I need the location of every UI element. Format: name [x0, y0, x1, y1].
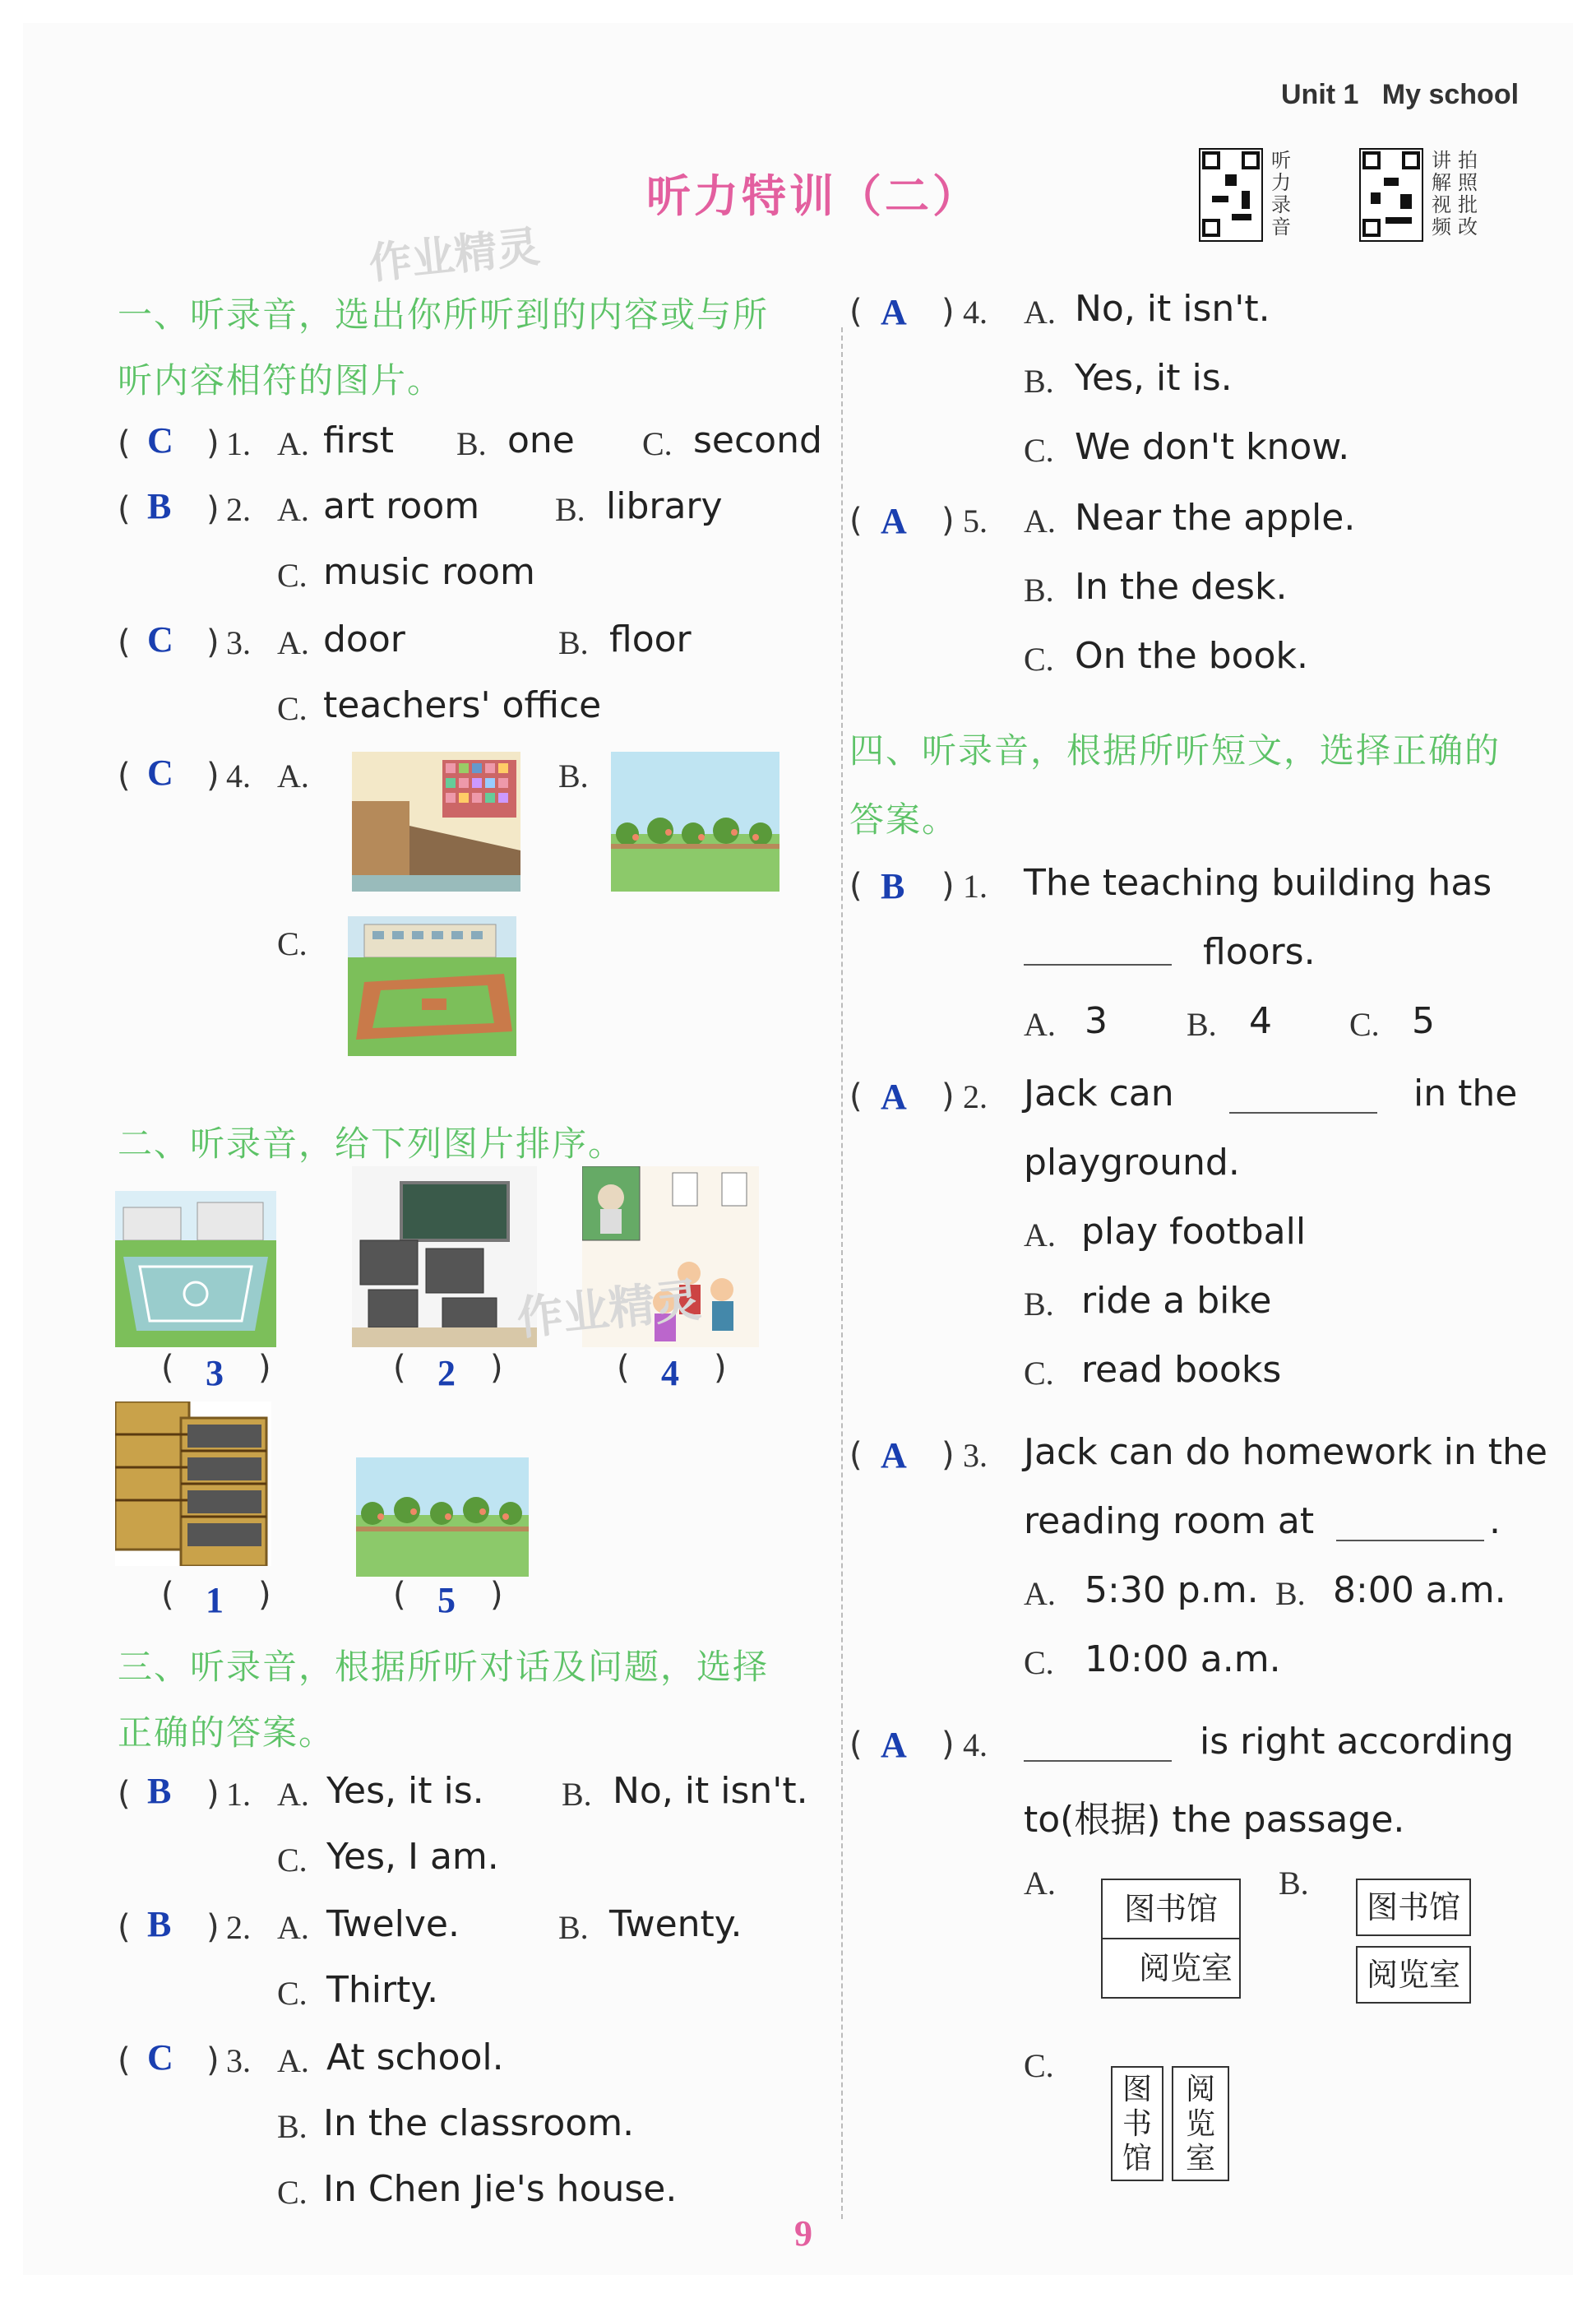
- s4-q4-blank: [1024, 1760, 1172, 1762]
- watermark-2: 作业精灵: [514, 1273, 704, 1346]
- s1-q1-option-c: second: [693, 419, 822, 461]
- unit-topic: My school: [1381, 79, 1520, 110]
- option-b-reading-box: 阅览室: [1356, 1946, 1471, 2004]
- page-number: 9: [794, 2213, 812, 2254]
- garden-picture: [611, 752, 779, 892]
- qr-code-audio-icon[interactable]: [1199, 148, 1263, 242]
- s4-q3-blank: [1336, 1540, 1484, 1541]
- s4-q1-blank: [1024, 964, 1172, 966]
- qr-grading-label: 拍照批改: [1458, 149, 1478, 239]
- watermark: 作业精灵: [367, 222, 543, 290]
- section1-heading-line1: 一、听录音，选出你所听到的内容或与所: [118, 294, 770, 335]
- library-picture: [352, 752, 520, 892]
- section4-heading-line1: 四、听录音，根据所听短文，选择正确的: [849, 730, 1501, 771]
- s1-q1-option-a: first: [323, 419, 394, 461]
- qr-code-video-icon[interactable]: [1359, 148, 1423, 242]
- s4-q2-blank: [1229, 1112, 1377, 1114]
- section4-heading-line2: 答案。: [849, 799, 959, 840]
- workbook-page: Unit 1 My school 听力录音 讲解视频 拍照批改 听力特训（二） 作业精灵 一、听录音，选出你所听到的内容或与所 听内容相符的图片。 ( C ) 1. A. first B. one C. second ( B ) 2. A. art room B. library C. music room ( C ) 3. A. door B. floor C. teachers' office ( C ) 4. A. B. C. 二、听录音，给下列图片排序。 作业精灵 ( 3 ) ( 2 ) ( 4 ) ( 1 ) ( 5 ) 三、听录音，根据所听对话及问题，选择 正确的答案。 ( B ) 1. A. Yes, it is. B. No, it isn't. C. Yes, I am. ( B ) 2. A. Twelve. B. Twenty. C. Thirty. ( C ) 3. A. At school. B. In the classroom. C. In Chen Jie's house. ( A ) 4. A. No, it isn't. B. Yes, it is. C. We don't know. ( A ) 5. A. Near the apple. B. In the desk. C. On the book. 四、听录音，根据所听短文，选择正确的 答案。 ( B ) 1. The teaching building has floors. A. 3 B. 4 C. 5 ( A ) 2. Jack can in the playground. A. play football B. ride a bike C. read books ( A ) 3. Jack can do homework in the reading room at . A. 5:30 p.m. B. 8:00 a.m. C. 10:00 a.m. ( A ) 4. is right according to(根据) the passage. A. 图书馆 阅览室 B. 图书馆 阅览室 C. 图 书 馆 阅 览 室 9: [23, 23, 1573, 2275]
- option-a-reading-box: 阅览室: [1101, 1938, 1241, 1999]
- qr-video-label: 讲解视频: [1432, 149, 1451, 239]
- section3-heading-line1: 三、听录音，根据所听对话及问题，选择: [118, 1647, 770, 1687]
- school-grounds-picture: [348, 916, 516, 1056]
- unit-header: [1281, 79, 1519, 111]
- bookshelves-picture: [115, 1402, 271, 1566]
- basketball-court-picture: [115, 1191, 276, 1347]
- option-c-library-box: 图 书 馆: [1111, 2066, 1163, 2181]
- option-c-reading-box: 阅 览 室: [1172, 2066, 1229, 2181]
- option-b-library-box: 图书馆: [1356, 1879, 1471, 1936]
- qr-audio-label: 听力录音: [1271, 149, 1291, 239]
- unit-label: Unit 1: [1281, 79, 1359, 110]
- s1-q1-option-b: one: [507, 419, 575, 461]
- column-divider: [841, 327, 843, 2219]
- computer-room-picture: [352, 1166, 537, 1347]
- option-a-library-box: 图书馆: [1101, 1879, 1241, 1939]
- garden-picture-2: [356, 1457, 529, 1577]
- section3-heading-line2: 正确的答案。: [118, 1712, 335, 1753]
- s1-q1-answer: C: [147, 420, 173, 461]
- page-title: 听力特训（二）: [646, 170, 980, 222]
- section1-heading-line2: 听内容相符的图片。: [118, 360, 444, 401]
- section2-heading: 二、听录音，给下列图片排序。: [118, 1124, 625, 1164]
